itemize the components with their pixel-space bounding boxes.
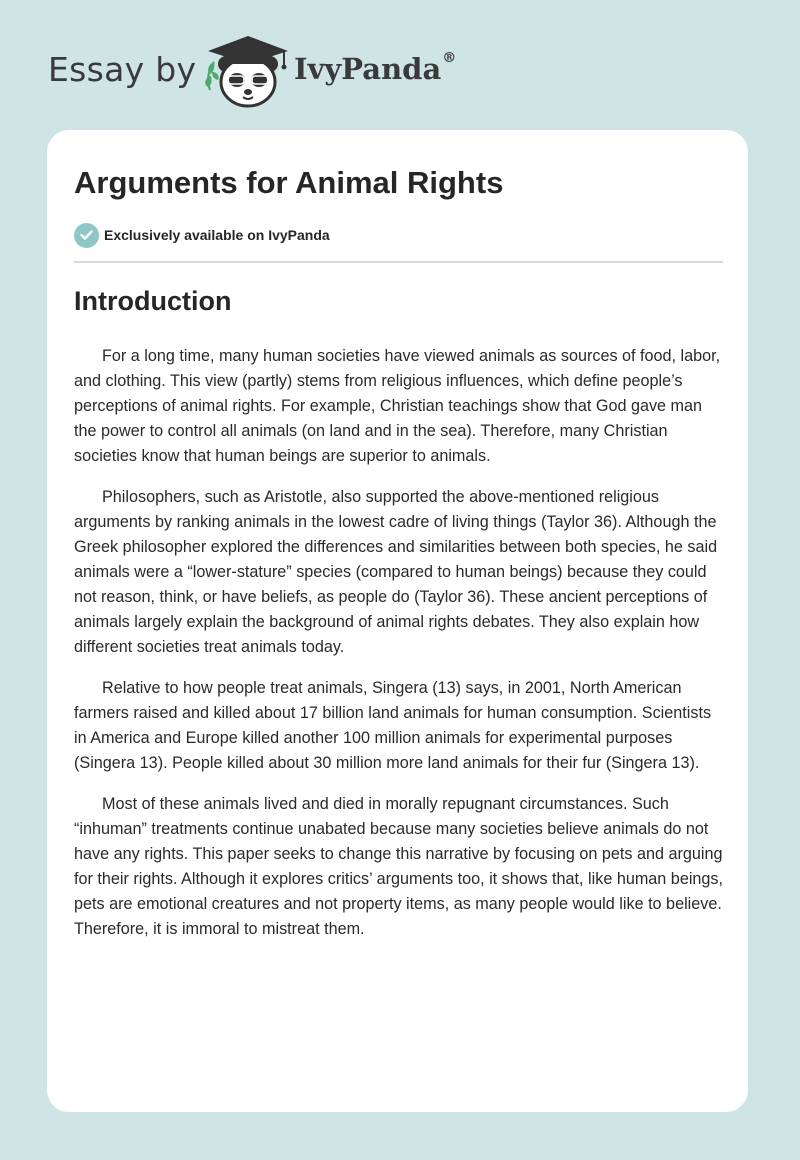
paragraph: Most of these animals lived and died in morally repugnant circumstances. Such “inhuman” treatments continue unabated because many societies believe animals do not have any rights. This paper seeks to change this narrative by focusing on pets and arguing for their rights. Although it explores critics’ arguments too, it shows that, like human beings, pets are emotional creatures and not property items, as many people would like to believe. Therefore, it is immoral to mistreat them. [74, 795, 724, 938]
paragraph: Relative to how people treat animals, Singera (13) says, in 2001, North American farmers raised and killed about 17 billion land animals for human consumption. Scientists in America and Europe killed another 100 million animals for experimental purposes (Singera 13). People killed about 30 million more land animals for their fur (Singera 13). [74, 679, 712, 772]
essay-body [74, 344, 726, 958]
check-circle-icon [74, 223, 99, 248]
registered-mark: ® [442, 50, 457, 66]
panda-graduate-icon [200, 32, 292, 108]
essay-title: Arguments for Animal Rights [74, 165, 504, 200]
exclusive-label: Exclusively available on IvyPanda [104, 227, 330, 243]
paragraph: Philosophers, such as Aristotle, also supported the above-mentioned religious arguments by ranking animals in the lowest cadre of living things (Taylor 36). Although the Greek philosopher explored the differences and similarities between both species, he said animals were a “lower-stature” species (compared to human beings) because they could not reason, think, or have beliefs, as people do (Taylor 36). These ancient perceptions of animals largely explain the background of animal rights debates. They also explain how different societies treat animals today. [74, 488, 718, 656]
divider [74, 261, 723, 263]
essay-by-label: Essay by [48, 50, 197, 89]
site-header [48, 32, 548, 112]
paragraph: For a long time, many human societies have viewed animals as sources of food, labor, and clothing. This view (partly) stems from religious influences, which define people’s perceptions of animal rights. For example, Christian teachings show that God gave man the power to control all animals (on land and in the sea). Therefore, many Christian societies know that human beings are superior to animals. [74, 347, 721, 465]
exclusive-badge [74, 222, 330, 248]
brand-name[interactable]: IvyPanda® [294, 50, 457, 86]
essay-card [47, 130, 748, 1112]
section-heading: Introduction [74, 286, 232, 316]
